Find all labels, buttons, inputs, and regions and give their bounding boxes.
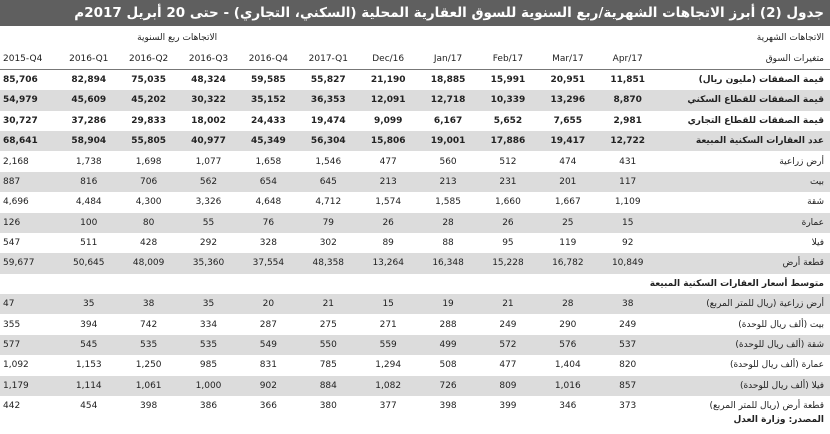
section-row-prices bbox=[0, 274, 830, 294]
column-header: 2016-Q3 bbox=[179, 48, 239, 69]
table-cell: 511 bbox=[80, 238, 98, 249]
table-cell: 366 bbox=[259, 401, 277, 412]
table-cell: 1,738 bbox=[75, 156, 102, 167]
table-cell: 126 bbox=[0, 213, 59, 233]
column-header: 2015-Q4 bbox=[0, 48, 59, 69]
table-cell: 9,099 bbox=[373, 115, 403, 126]
table-cell: 35,360 bbox=[179, 253, 239, 273]
table-cell: 16,348 bbox=[418, 253, 478, 273]
table-cell: 454 bbox=[80, 401, 98, 412]
table-cell: 19,474 bbox=[310, 115, 346, 126]
table-cell: 213 bbox=[418, 172, 478, 192]
table-cell: 884 bbox=[298, 376, 358, 396]
table-cell: 85,706 bbox=[3, 74, 38, 85]
table-row bbox=[0, 376, 830, 396]
table-cell: 1,574 bbox=[375, 197, 402, 208]
table-cell: 547 bbox=[3, 238, 21, 249]
table-cell: 831 bbox=[259, 360, 277, 371]
column-header: Feb/17 bbox=[478, 48, 538, 69]
table-cell: 28 bbox=[538, 294, 598, 314]
table-cell: 2,981 bbox=[613, 115, 642, 126]
row-label: قيمة الصفقات (مليون ريال) bbox=[698, 74, 824, 85]
table-cell: 275 bbox=[319, 319, 337, 330]
table-cell: 249 bbox=[619, 319, 637, 330]
table-cell: 45,202 bbox=[119, 90, 179, 110]
row-label: فيلا (ألف ريال للوحدة) bbox=[658, 376, 830, 396]
table-row bbox=[0, 396, 830, 416]
table-cell: 474 bbox=[559, 156, 577, 167]
table-cell: 68,641 bbox=[0, 131, 59, 151]
header-spacer bbox=[358, 28, 657, 48]
table-cell: 12,091 bbox=[358, 90, 418, 110]
table-cell: 355 bbox=[3, 319, 21, 330]
section-spacer bbox=[0, 274, 598, 294]
table-cell: 726 bbox=[418, 376, 478, 396]
row-label: عمارة (ألف ريال للوحدة) bbox=[729, 360, 824, 371]
table-cell: 386 bbox=[199, 401, 218, 412]
table-cell: 399 bbox=[499, 401, 517, 412]
table-cell: 37,554 bbox=[238, 253, 298, 273]
table-cell: 1,153 bbox=[75, 360, 102, 371]
table-cell: 59,677 bbox=[0, 253, 59, 273]
table-cell: 36,353 bbox=[298, 90, 358, 110]
table-cell: 562 bbox=[179, 172, 239, 192]
table-cell: 45,609 bbox=[59, 90, 119, 110]
table-cell: 45,349 bbox=[238, 131, 298, 151]
table-cell: 19,001 bbox=[418, 131, 478, 151]
table-cell: 10,339 bbox=[478, 90, 538, 110]
table-cell: 508 bbox=[439, 360, 457, 371]
table-cell: 545 bbox=[59, 335, 119, 355]
table-cell: 577 bbox=[0, 335, 59, 355]
table-cell: 25 bbox=[538, 213, 598, 233]
table-cell: 55,827 bbox=[310, 74, 346, 85]
table-cell: 292 bbox=[199, 238, 218, 249]
column-header: 2017-Q1 bbox=[298, 48, 358, 69]
row-label: قيمة الصفقات للقطاع السكني bbox=[658, 90, 830, 110]
table-cell: 809 bbox=[478, 376, 538, 396]
monthly-trends-label: الاتجاهات الشهرية bbox=[756, 33, 824, 44]
table-cell: 47 bbox=[0, 294, 59, 314]
table-cell: 394 bbox=[80, 319, 98, 330]
table-cell: 19,417 bbox=[538, 131, 598, 151]
table-cell: 271 bbox=[379, 319, 397, 330]
table-row bbox=[0, 69, 830, 90]
table-cell: 48,324 bbox=[191, 74, 226, 85]
table-cell: 37,286 bbox=[71, 115, 107, 126]
table-cell: 20,951 bbox=[550, 74, 586, 85]
table-cell: 785 bbox=[319, 360, 337, 371]
table-cell: 119 bbox=[559, 238, 577, 249]
table-cell: 17,886 bbox=[478, 131, 538, 151]
table-cell: 75,035 bbox=[131, 74, 166, 85]
table-cell: 15 bbox=[358, 294, 418, 314]
table-cell: 549 bbox=[238, 335, 298, 355]
table-cell: 35 bbox=[59, 294, 119, 314]
table-cell: 499 bbox=[418, 335, 478, 355]
table-row bbox=[0, 253, 830, 273]
table-cell: 550 bbox=[298, 335, 358, 355]
table-cell: 820 bbox=[619, 360, 637, 371]
table-cell: 15,806 bbox=[358, 131, 418, 151]
column-header: 2016-Q1 bbox=[59, 48, 119, 69]
table-cell: 373 bbox=[619, 401, 637, 412]
table-cell: 887 bbox=[0, 172, 59, 192]
row-label: شقة (ألف ريال للوحدة) bbox=[658, 335, 830, 355]
column-header: Mar/17 bbox=[538, 48, 598, 69]
table-title: جدول (2) أبرز الاتجاهات الشهرية/ربع السنوية للسوق العقارية المحلية (السكني، التجاري) - حتى 20 أبريل 2017م bbox=[0, 0, 830, 26]
table-cell: 59,585 bbox=[251, 74, 286, 85]
row-label: أرض زراعية bbox=[779, 156, 824, 167]
table-cell: 55,805 bbox=[119, 131, 179, 151]
table-cell: 40,977 bbox=[179, 131, 239, 151]
row-label: قطعة أرض bbox=[658, 253, 830, 273]
table-cell: 1,294 bbox=[375, 360, 402, 371]
table-cell: 6,167 bbox=[433, 115, 463, 126]
table-cell: 535 bbox=[119, 335, 179, 355]
table-cell: 231 bbox=[478, 172, 538, 192]
table-cell: 4,696 bbox=[3, 197, 29, 208]
table-cell: 334 bbox=[199, 319, 218, 330]
table-cell: 79 bbox=[298, 213, 358, 233]
real-estate-trends-table bbox=[0, 28, 830, 416]
table-cell: 213 bbox=[358, 172, 418, 192]
table-cell: 328 bbox=[259, 238, 277, 249]
table-cell: 29,833 bbox=[131, 115, 166, 126]
table-row bbox=[0, 131, 830, 151]
table-cell: 398 bbox=[439, 401, 457, 412]
table-cell: 302 bbox=[319, 238, 337, 249]
row-label: قطعة أرض (ريال للمتر المربع) bbox=[709, 401, 824, 412]
table-cell: 28 bbox=[418, 213, 478, 233]
table-cell: 12,718 bbox=[418, 90, 478, 110]
table-cell: 89 bbox=[382, 238, 394, 249]
table-cell: 26 bbox=[358, 213, 418, 233]
table-row bbox=[0, 294, 830, 314]
row-label: فيلا bbox=[811, 238, 824, 249]
table-cell: 1,082 bbox=[358, 376, 418, 396]
table-cell: 15,991 bbox=[490, 74, 526, 85]
table-cell: 537 bbox=[598, 335, 658, 355]
table-cell: 54,979 bbox=[0, 90, 59, 110]
table-cell: 1,250 bbox=[135, 360, 162, 371]
table-row bbox=[0, 192, 830, 212]
table-cell: 80 bbox=[119, 213, 179, 233]
table-cell: 13,264 bbox=[358, 253, 418, 273]
table-cell: 50,645 bbox=[59, 253, 119, 273]
table-cell: 288 bbox=[439, 319, 457, 330]
table-cell: 431 bbox=[619, 156, 637, 167]
table-cell: 654 bbox=[238, 172, 298, 192]
table-cell: 21 bbox=[298, 294, 358, 314]
table-row bbox=[0, 233, 830, 253]
table-cell: 4,300 bbox=[135, 197, 162, 208]
table-cell: 12,722 bbox=[598, 131, 658, 151]
table-cell: 249 bbox=[499, 319, 517, 330]
table-cell: 10,849 bbox=[598, 253, 658, 273]
header-row-columns bbox=[0, 48, 830, 69]
row-label: عدد العقارات السكنية المبيعة bbox=[658, 131, 830, 151]
table-cell: 576 bbox=[538, 335, 598, 355]
table-cell: 117 bbox=[598, 172, 658, 192]
table-cell: 559 bbox=[358, 335, 418, 355]
table-cell: 38 bbox=[598, 294, 658, 314]
column-header: 2016-Q4 bbox=[238, 48, 298, 69]
table-cell: 21,190 bbox=[370, 74, 406, 85]
table-cell: 8,870 bbox=[598, 90, 658, 110]
table-cell: 20 bbox=[238, 294, 298, 314]
table-cell: 48,009 bbox=[119, 253, 179, 273]
table-cell: 1,016 bbox=[538, 376, 598, 396]
table-cell: 572 bbox=[478, 335, 538, 355]
table-cell: 428 bbox=[140, 238, 158, 249]
table-cell: 15,228 bbox=[478, 253, 538, 273]
table-cell: 4,648 bbox=[255, 197, 282, 208]
row-label: قيمة الصفقات للقطاع التجاري bbox=[687, 115, 824, 126]
table-cell: 1,092 bbox=[3, 360, 29, 371]
table-cell: 35 bbox=[179, 294, 239, 314]
column-header: Jan/17 bbox=[418, 48, 478, 69]
table-row bbox=[0, 213, 830, 233]
table-cell: 985 bbox=[199, 360, 218, 371]
table-cell: 1,546 bbox=[315, 156, 342, 167]
quarterly-trends-label: الاتجاهات ربع السنوية bbox=[137, 33, 218, 44]
market-variables-label: متغيرات السوق bbox=[658, 48, 830, 69]
table-cell: 398 bbox=[140, 401, 158, 412]
table-cell: 535 bbox=[179, 335, 239, 355]
table-cell: 902 bbox=[238, 376, 298, 396]
table-cell: 346 bbox=[559, 401, 577, 412]
table-cell: 1,000 bbox=[179, 376, 239, 396]
table-cell: 18,002 bbox=[191, 115, 226, 126]
table-cell: 1,404 bbox=[554, 360, 581, 371]
table-cell: 1,077 bbox=[195, 156, 222, 167]
table-cell: 287 bbox=[259, 319, 277, 330]
table-cell: 16,782 bbox=[538, 253, 598, 273]
row-label: شقة bbox=[807, 197, 824, 208]
table-cell: 82,894 bbox=[71, 74, 107, 85]
column-header: 2016-Q2 bbox=[119, 48, 179, 69]
table-cell: 95 bbox=[502, 238, 514, 249]
table-cell: 92 bbox=[621, 238, 634, 249]
table-cell: 1,698 bbox=[135, 156, 162, 167]
table-cell: 76 bbox=[238, 213, 298, 233]
row-label: بيت (ألف ريال للوحدة) bbox=[738, 319, 824, 330]
table-cell: 477 bbox=[379, 156, 397, 167]
row-label: بيت bbox=[658, 172, 830, 192]
table-cell: 1,061 bbox=[119, 376, 179, 396]
table-row bbox=[0, 111, 830, 131]
table-cell: 55 bbox=[179, 213, 239, 233]
table-cell: 13,296 bbox=[538, 90, 598, 110]
table-cell: 19 bbox=[418, 294, 478, 314]
table-cell: 38 bbox=[119, 294, 179, 314]
table-cell: 18,885 bbox=[430, 74, 466, 85]
header-row-groups bbox=[0, 28, 830, 48]
table-cell: 30,727 bbox=[3, 115, 38, 126]
table-row bbox=[0, 172, 830, 192]
table-cell: 35,152 bbox=[238, 90, 298, 110]
table-cell: 3,326 bbox=[195, 197, 222, 208]
table-cell: 7,655 bbox=[553, 115, 583, 126]
table-row bbox=[0, 335, 830, 355]
table-cell: 56,304 bbox=[298, 131, 358, 151]
table-cell: 30,322 bbox=[179, 90, 239, 110]
table-cell: 512 bbox=[499, 156, 517, 167]
row-label: أرض زراعية (ريال للمتر المربع) bbox=[658, 294, 830, 314]
table-cell: 442 bbox=[3, 401, 21, 412]
table-cell: 4,484 bbox=[75, 197, 102, 208]
table-cell: 48,358 bbox=[298, 253, 358, 273]
table-cell: 706 bbox=[119, 172, 179, 192]
column-header: Apr/17 bbox=[598, 48, 658, 69]
table-row bbox=[0, 90, 830, 110]
table-cell: 1,658 bbox=[255, 156, 282, 167]
table-cell: 11,851 bbox=[610, 74, 646, 85]
table-cell: 1,114 bbox=[59, 376, 119, 396]
table-cell: 380 bbox=[319, 401, 337, 412]
table-cell: 1,667 bbox=[554, 197, 581, 208]
source-note: المصدر: وزارة العدل bbox=[733, 415, 824, 425]
table-row bbox=[0, 151, 830, 171]
table-cell: 857 bbox=[598, 376, 658, 396]
table-cell: 1,179 bbox=[0, 376, 59, 396]
table-row bbox=[0, 314, 830, 334]
table-cell: 377 bbox=[379, 401, 397, 412]
table-cell: 2,168 bbox=[3, 156, 29, 167]
table-cell: 560 bbox=[439, 156, 457, 167]
table-cell: 88 bbox=[442, 238, 454, 249]
table-cell: 5,652 bbox=[493, 115, 523, 126]
section-prices-label: متوسط أسعار العقارات السكنية المبيعة bbox=[649, 278, 824, 289]
table-cell: 477 bbox=[499, 360, 517, 371]
table-row bbox=[0, 355, 830, 375]
table-cell: 1,585 bbox=[435, 197, 461, 208]
table-cell: 1,660 bbox=[495, 197, 521, 208]
table-cell: 4,712 bbox=[315, 197, 342, 208]
column-header: Dec/16 bbox=[358, 48, 418, 69]
table-cell: 100 bbox=[59, 213, 119, 233]
table-cell: 1,109 bbox=[614, 197, 641, 208]
table-cell: 26 bbox=[478, 213, 538, 233]
table-cell: 21 bbox=[478, 294, 538, 314]
table-cell: 645 bbox=[298, 172, 358, 192]
table-cell: 58,904 bbox=[59, 131, 119, 151]
table-cell: 201 bbox=[538, 172, 598, 192]
table-cell: 15 bbox=[598, 213, 658, 233]
table-cell: 290 bbox=[559, 319, 577, 330]
table-cell: 816 bbox=[59, 172, 119, 192]
table-cell: 24,433 bbox=[251, 115, 286, 126]
table-cell: 742 bbox=[140, 319, 158, 330]
row-label: عمارة bbox=[658, 213, 830, 233]
